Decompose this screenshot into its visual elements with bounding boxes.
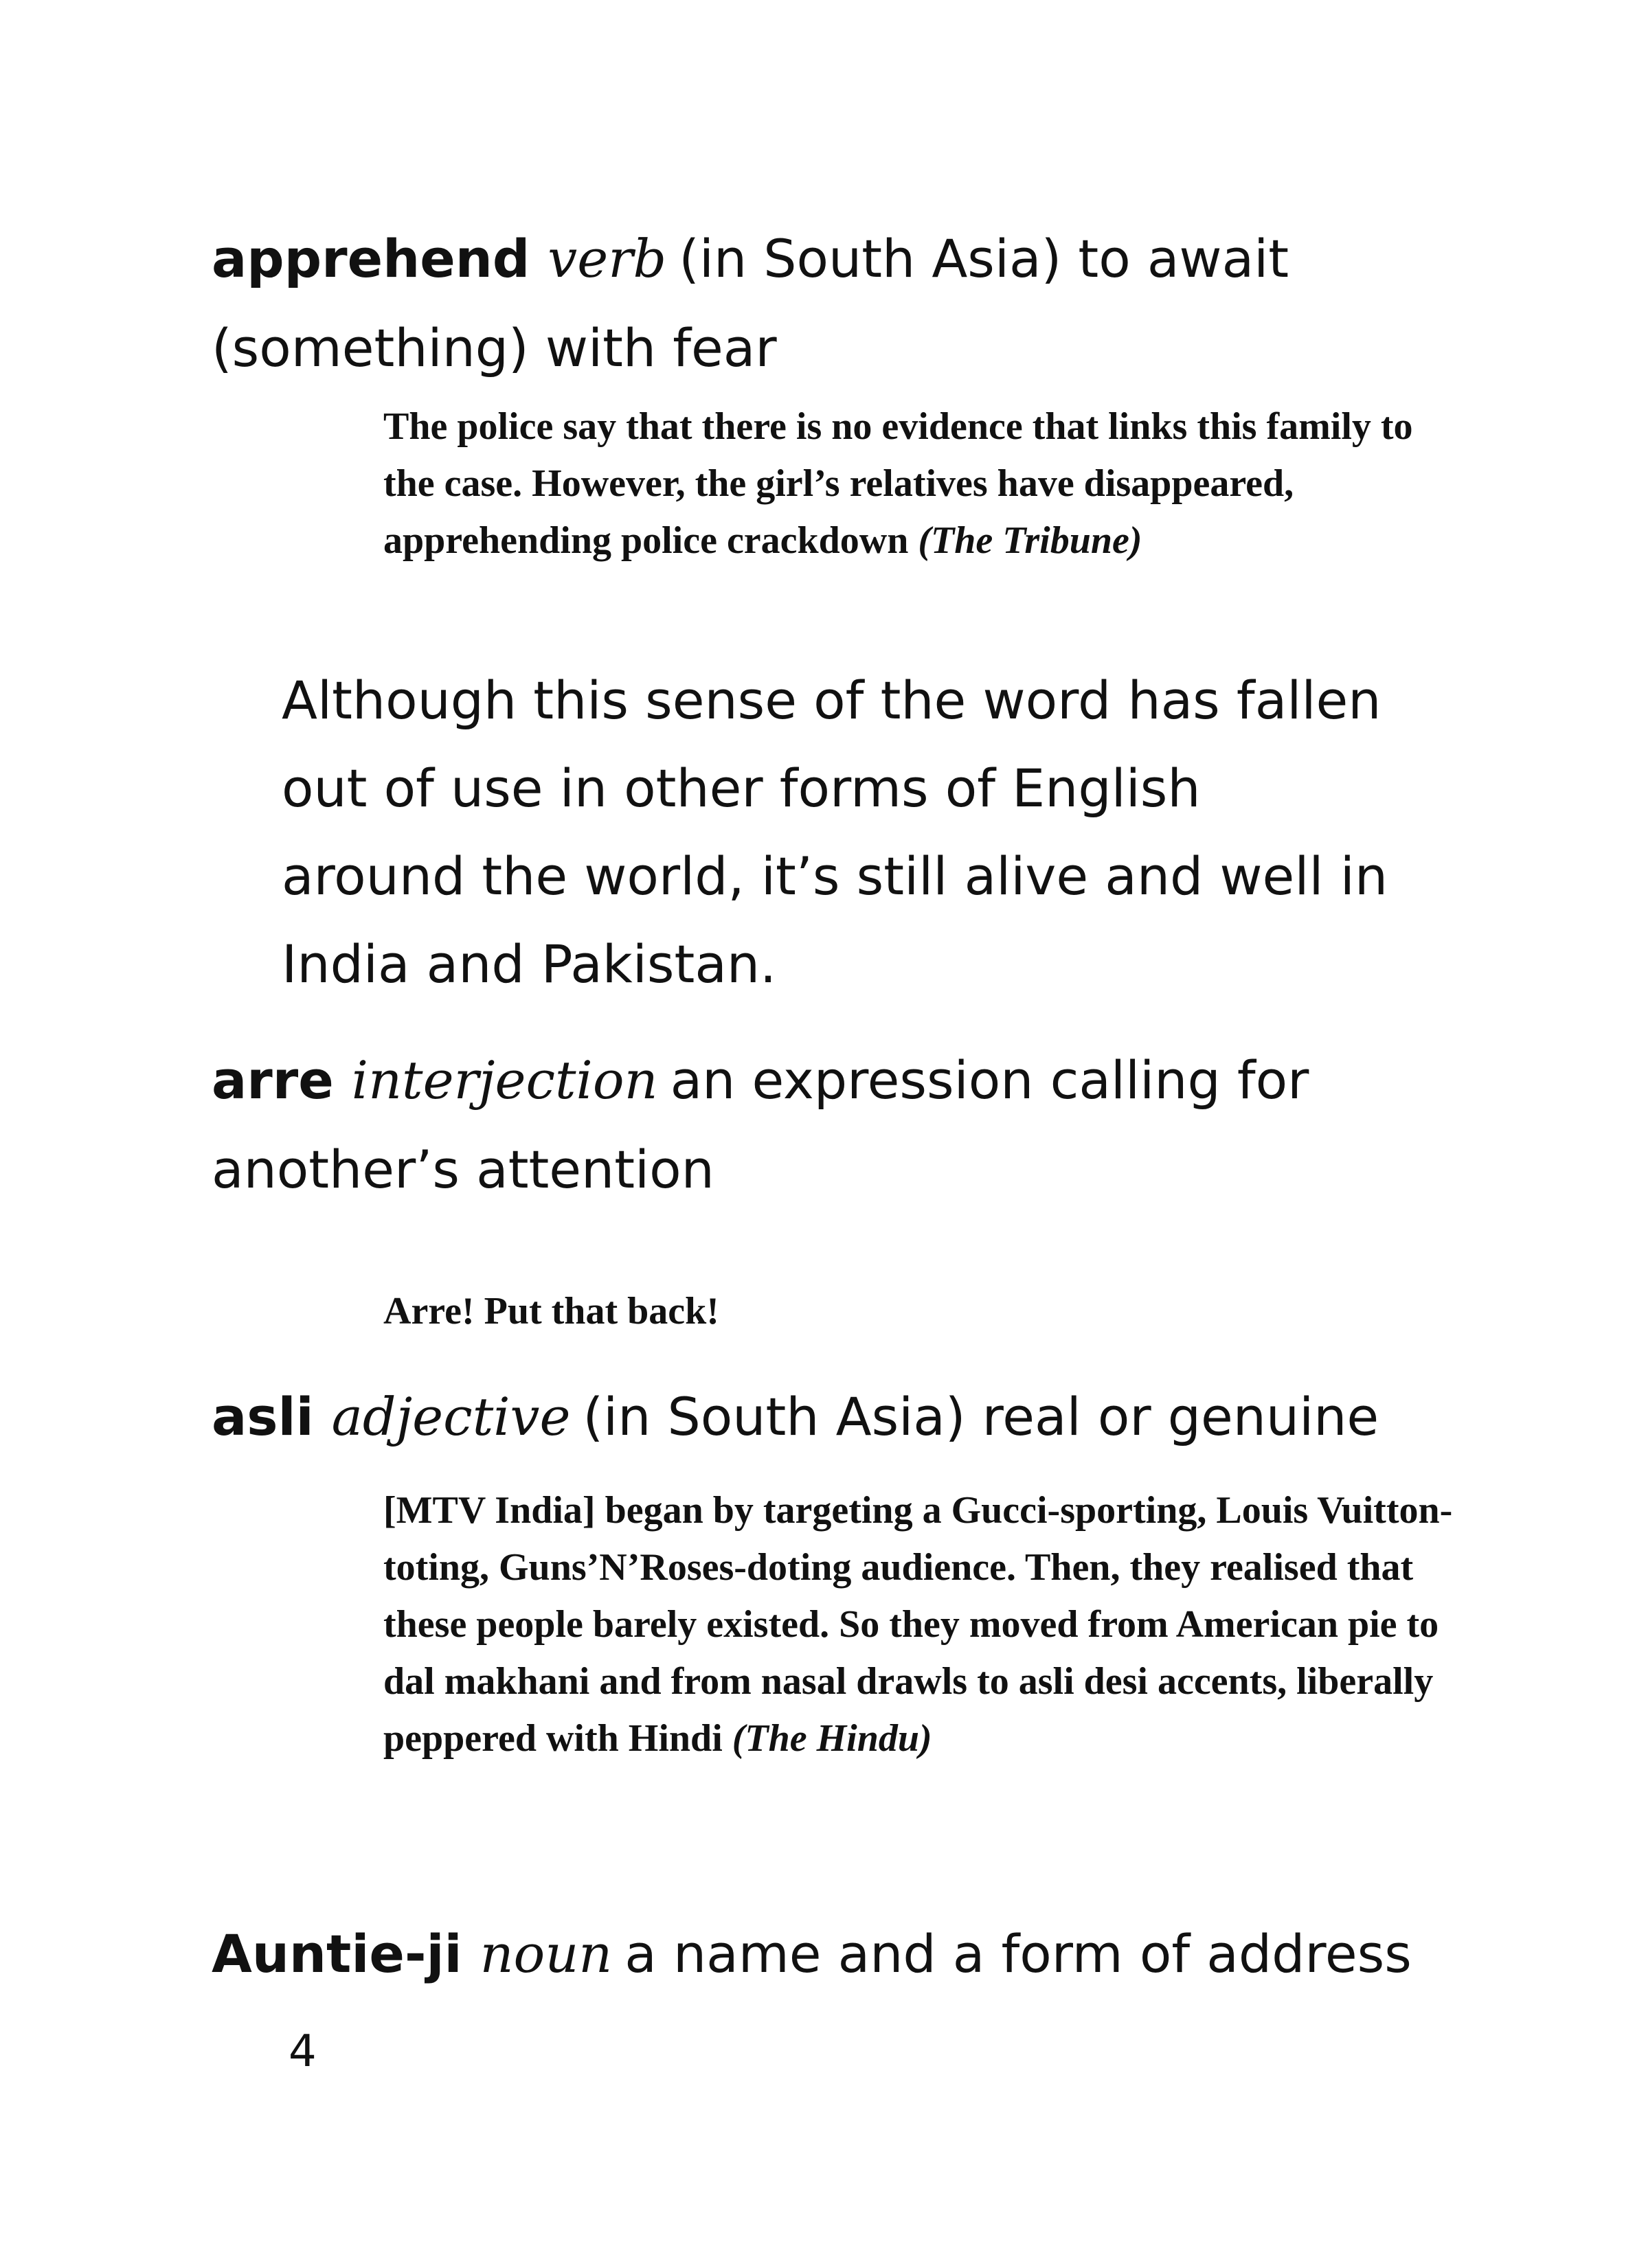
headword: apprehend — [212, 228, 530, 289]
part-of-speech: interjection — [351, 1050, 658, 1111]
definition: an expression calling for another’s attention — [212, 1050, 1309, 1200]
quote-text: [MTV India] began by targeting a Gucci-sporting, Louis Vuitton-toting, Guns’N’Roses-doting audience. Then, they realised that these people barely existed. So they moved from American pie to dal makhani and from nasal drawls to asli desi accents, liberally peppered with Hindi — [383, 1489, 1453, 1760]
quote-source: (The Tribune) — [918, 519, 1142, 562]
entry-arre — [212, 1036, 1503, 1214]
usage-note: Although this sense of the word has fallen out of use in other forms of English around the world, it’s still alive and well in India and Pakistan. — [282, 670, 1388, 995]
part-of-speech: adjective — [331, 1386, 571, 1447]
example-quote — [383, 1482, 1455, 1767]
headword: arre — [212, 1050, 334, 1111]
definition: a name and a form of address — [624, 1923, 1412, 1984]
entry-auntie-ji — [212, 1909, 1503, 1999]
definition: (in South Asia) real or genuine — [583, 1386, 1379, 1447]
headword: asli — [212, 1386, 314, 1447]
part-of-speech: verb — [548, 228, 667, 289]
entry-asli — [212, 1372, 1503, 1462]
example-quote — [383, 398, 1455, 569]
quote-text: The police say that there is no evidence that links this family to the case. However, the girl’s relatives have disappeared, apprehending police crackdown — [383, 405, 1413, 562]
entry-apprehend — [212, 214, 1503, 393]
headword: Auntie-ji — [212, 1923, 462, 1984]
part-of-speech: noun — [480, 1923, 613, 1984]
page-number: 4 — [289, 2026, 317, 2077]
example-quote: Arre! Put that back! — [383, 1290, 719, 1333]
quote-source: (The Hindu) — [732, 1717, 932, 1760]
definition: (in South Asia) to await (something) with fear — [212, 228, 1289, 378]
